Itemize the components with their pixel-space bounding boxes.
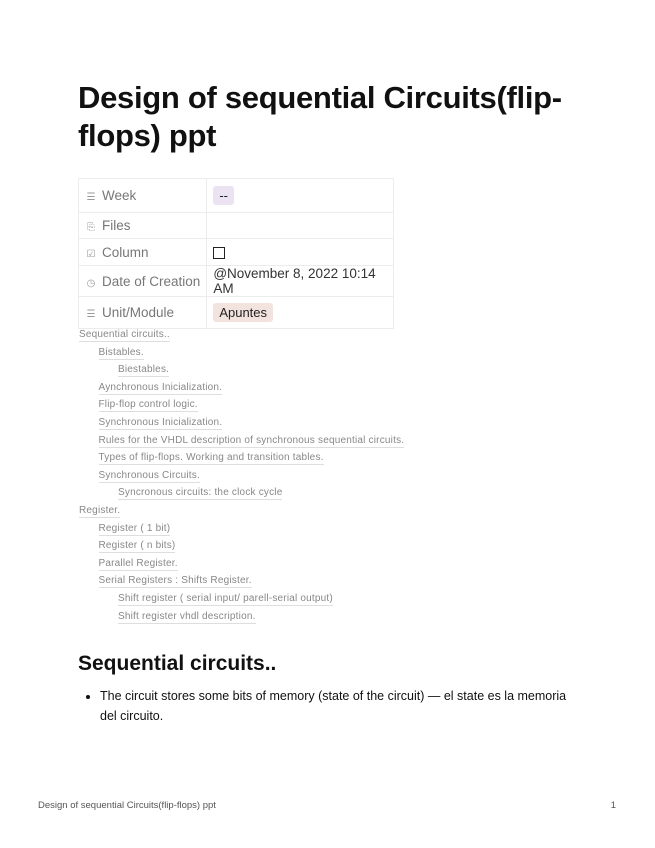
toc-link[interactable] (99, 575, 252, 586)
toc-link[interactable] (99, 558, 178, 569)
toc-link-text: Parallel Register. (98, 557, 178, 569)
property-value (207, 266, 394, 297)
toc-link[interactable] (99, 347, 144, 358)
toc-link[interactable] (99, 540, 176, 551)
section-heading: Sequential circuits.. (78, 652, 277, 675)
page-title: Design of sequential Circuits(flip-flops) ppt (78, 80, 562, 153)
property-label: Files (102, 218, 131, 233)
toc-link-text: Shift register vhdl description. (118, 610, 256, 622)
toc-link[interactable] (118, 611, 256, 622)
checkbox-icon: ☑ (86, 248, 96, 260)
toc-link-text: Synchronous Inicialization. (98, 417, 223, 428)
toc-link[interactable] (118, 364, 169, 375)
toc-link[interactable] (99, 470, 200, 481)
toc-link-text: Synchronous Circuits. (98, 469, 200, 481)
page-number: 1 (610, 800, 616, 811)
paperclip-icon: ⎘ (87, 222, 95, 233)
bullet-item: • The circuit stores some bits of memory (state of the circuit) — el state es la memoria del circuito. (100, 686, 570, 726)
property-text: @November 8, 2022 10:14 AM (213, 266, 376, 296)
property-key (79, 213, 207, 239)
property-value[interactable] (207, 239, 394, 266)
footer-title: Design of sequential Circuits(flip-flops) ppt (38, 800, 216, 811)
property-key (79, 297, 207, 329)
toc-link[interactable] (118, 487, 282, 498)
toc-link[interactable] (99, 399, 198, 410)
toc-link-text: Rules for the VHDL description of synchronous sequential circuits. (98, 434, 405, 446)
toc-link[interactable] (99, 523, 171, 534)
toc-link-text: Sequential circuits.. (79, 329, 170, 340)
toc-link-text: Register ( n bits) (98, 540, 176, 552)
property-label: Date of Creation (102, 273, 201, 289)
property-label: Column (102, 244, 149, 260)
toc-link-text: Bistables. (98, 346, 144, 358)
checkbox[interactable] (213, 247, 225, 259)
toc-link[interactable] (99, 452, 324, 463)
property-row (79, 213, 394, 239)
toc-link[interactable] (99, 382, 223, 393)
property-value (207, 179, 394, 213)
property-key (79, 266, 207, 297)
property-label: Unit/Module (102, 305, 175, 320)
properties-table (78, 178, 394, 329)
toc-link-text: Biestables. (118, 364, 170, 376)
toc-link-text: Register ( 1 bit) (98, 522, 171, 534)
toc-link-text: Types of flip-flops. Working and transition tables. (98, 452, 324, 464)
clock-icon: ◷ (86, 277, 96, 289)
toc-link[interactable] (99, 417, 223, 428)
tag-chip: -- (213, 186, 234, 205)
toc-link-text: Register. (79, 505, 121, 516)
toc-link-text: Serial Registers : Shifts Register. (98, 575, 252, 587)
toc-link[interactable] (79, 329, 170, 340)
property-label: Week (102, 188, 137, 203)
tag-chip: Apuntes (213, 303, 273, 322)
property-key (79, 239, 207, 266)
list-icon: ☰ (86, 309, 96, 320)
bullet-list (78, 686, 570, 726)
property-key (79, 179, 207, 213)
property-row (79, 239, 394, 266)
property-row (79, 297, 394, 329)
property-row (79, 266, 394, 297)
property-row (79, 179, 394, 213)
list-icon: ☰ (86, 192, 96, 203)
property-value (207, 213, 394, 239)
toc-link-text: Flip-flop control logic. (98, 399, 198, 411)
toc-link[interactable] (118, 593, 333, 604)
toc-link[interactable] (99, 435, 405, 446)
toc-link-text: Shift register ( serial input/ parell-serial output) (118, 593, 333, 604)
toc-link-text: Aynchronous Inicialization. (98, 381, 223, 393)
toc-link-text: Syncronous circuits: the clock cycle (118, 487, 283, 499)
toc-link[interactable] (79, 505, 120, 516)
property-value (207, 297, 394, 329)
